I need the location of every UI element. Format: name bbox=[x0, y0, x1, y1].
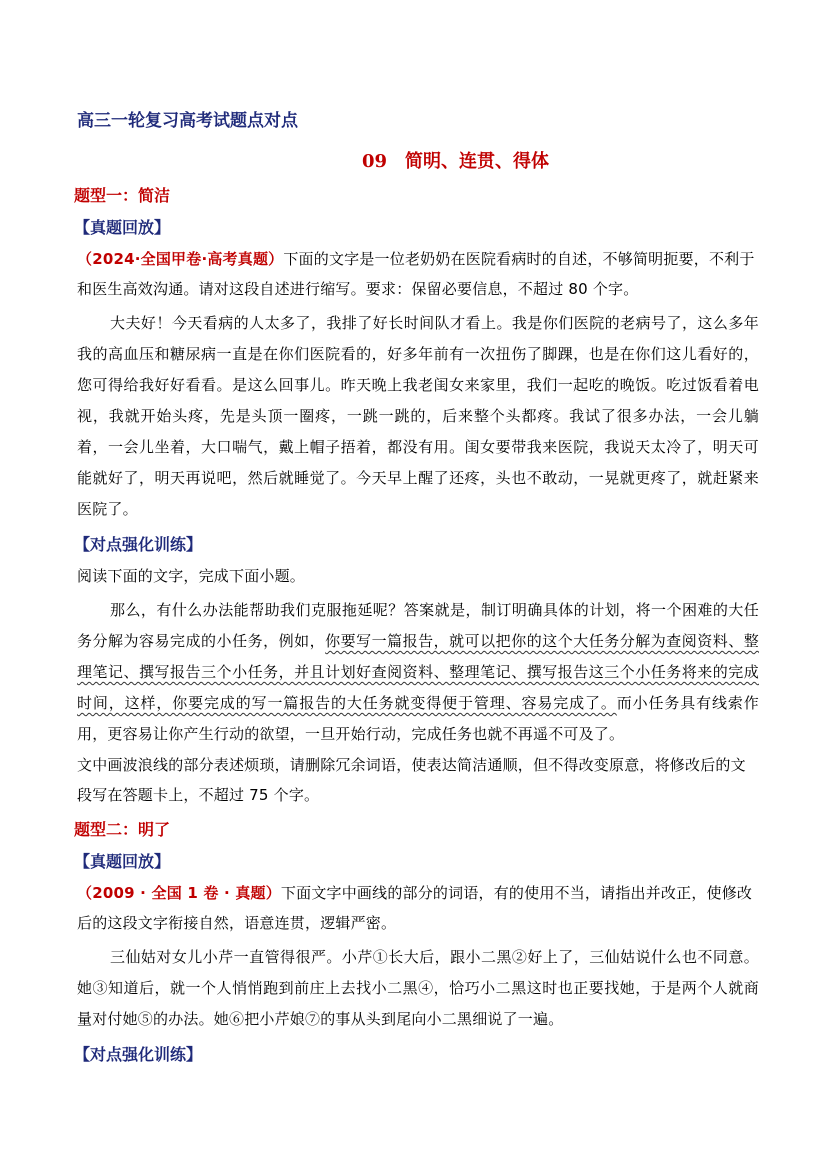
document-title: 高三一轮复习高考试题点对点 bbox=[77, 111, 298, 131]
passage2-text-after: 而小任务具有线索作用，更容易让你产生行动的欲望，一旦开始行动，完成任务也就不再遥不可及了。 bbox=[77, 694, 759, 743]
section1-question2: 文中画波浪线的部分表述烦琐，请删除冗余词语，使表达简洁通顺，但不得改变原意，将修改后的文段写在答题卡上，不超过 75 个字。 bbox=[77, 756, 746, 804]
question-text: 下面文字中画线的部分的词语，有的使用不当，请指出并改正，使修改后的这段文字衔接自然，语意连贯，逻辑严密。 bbox=[77, 884, 753, 932]
source-tag: （2009 · 全国 1 卷 · 真题） bbox=[77, 884, 281, 902]
source-tag: （2024·全国甲卷·高考真题） bbox=[77, 250, 284, 268]
section2-real-exam-label: 【真题回放】 bbox=[74, 852, 171, 871]
section2-passage: 三仙姑对女儿小芹一直管得很严。小芹①长大后，跟小二黑②好上了，三仙姑说什么也不同意。她③知道后，就一个人悄悄跑到前庄上去找小二黑④，恰巧小二黑这时也正要找她，于是两个人就商量对付她⑤的办法。她⑥把小芹娘⑦的事从头到尾向小二黑细说了一遍。 bbox=[77, 948, 759, 1028]
section1-training-label: 【对点强化训练】 bbox=[74, 535, 203, 554]
section1-type-label: 题型一：简洁 bbox=[74, 186, 171, 205]
wavy-underlined-text: 你要写一篇报告，就可以把你的这个大任务分解为查阅资料、整理笔记、撰写报告三个小任务，并且计划好查阅资料、整理笔记、撰写报告这三个小任务将来的完成时间，这样，你要完成的写一篇报告的大任务就变得便于管理、容易完成了。 bbox=[77, 632, 759, 712]
passage2-text: 那么，有什么办法能帮助我们克服拖延呢？答案就是，制订明确具体的计划，将一个困难的大任务分解为容易完成的小任务，例如， bbox=[77, 601, 759, 650]
section1-real-exam-label: 【真题回放】 bbox=[74, 218, 171, 237]
section2-type-label: 题型二：明了 bbox=[74, 820, 171, 839]
section1-passage: 大夫好！今天看病的人太多了，我排了好长时间队才看上。我是你们医院的老病号了，这么多年我的高血压和糖尿病一直是在你们医院看的，好多年前有一次扭伤了脚踝，也是在你们这儿看好的，您可得给我好好看看。是这么回事儿。昨天晚上我老闺女来家里，我们一起吃的晚饭。吃过饭看着电视，我就开始头疼，先是头顶一圈疼，一跳一跳的，后来整个头都疼。我试了很多办法，一会儿躺着，一会儿坐着，大口喘气，戴上帽子捂着，都没有用。闺女要带我来医院，我说天太冷了，明天可能就好了，明天再说吧，然后就睡觉了。今天早上醒了还疼，头也不敢动，一晃就更疼了，就赶紧来医院了。 bbox=[77, 314, 759, 518]
question-text: 下面的文字是一位老奶奶在医院看病时的自述，不够简明扼要，不利于和医生高效沟通。请对这段自述进行缩写。要求：保留必要信息，不超过 80 个字。 bbox=[77, 250, 755, 298]
section1-question bbox=[77, 244, 759, 304]
section1-passage2 bbox=[77, 595, 759, 750]
chapter-heading: 09 简明、连贯、得体 bbox=[361, 151, 550, 172]
section1-instruction: 阅读下面的文字，完成下面小题。 bbox=[77, 567, 306, 585]
section2-question bbox=[77, 878, 759, 938]
section2-training-label: 【对点强化训练】 bbox=[74, 1045, 203, 1064]
